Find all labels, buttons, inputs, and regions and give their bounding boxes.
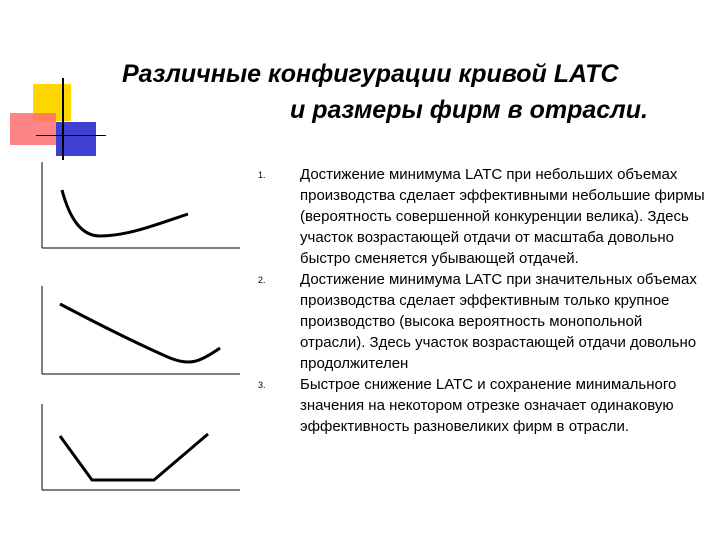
item-text-1: Достижение минимума LATC при небольших объемах производства сделает эффективными небольшие фирмы (вероятность совершенной конкуренции велика). Здесь участок возрастающей отдачи от масштаба довольно быстро сменяется убывающей отдачей. [300, 166, 705, 267]
item-text-2: Достижение минимума LATC при значительных объемах производства сделает эффективным только крупное производство (высока вероятность монопольной отрасли). Здесь участок возрастающей отдачи довольно продолжителен [300, 271, 697, 372]
latc-graph-2 [38, 286, 244, 378]
latc-curve [60, 304, 220, 362]
latc-graph-3 [38, 402, 244, 494]
list-item-1 [258, 164, 710, 269]
latc-curve [60, 434, 208, 480]
title-line-2: и размеры фирм в отрасли. [290, 96, 648, 124]
decor-red-square [10, 113, 56, 145]
item-text-3: Быстрое снижение LATC и сохранение минимального значения на некотором отрезке означает одинаковую эффективность разновеликих фирм в отрасли. [300, 376, 677, 435]
latc-graph-1 [38, 160, 244, 252]
latc-curve [62, 190, 188, 236]
item-number-2: 2. [258, 275, 266, 285]
item-number-3: 3. [258, 380, 266, 390]
decor-horizontal-line [36, 135, 106, 136]
slide-title [100, 56, 700, 128]
decor-vertical-line [62, 78, 64, 160]
title-line-1: Различные конфигурации кривой LATC [122, 60, 619, 88]
list-item-2 [258, 269, 710, 374]
item-number-1: 1. [258, 170, 266, 180]
config-list [258, 164, 710, 437]
list-item-3 [258, 374, 710, 437]
